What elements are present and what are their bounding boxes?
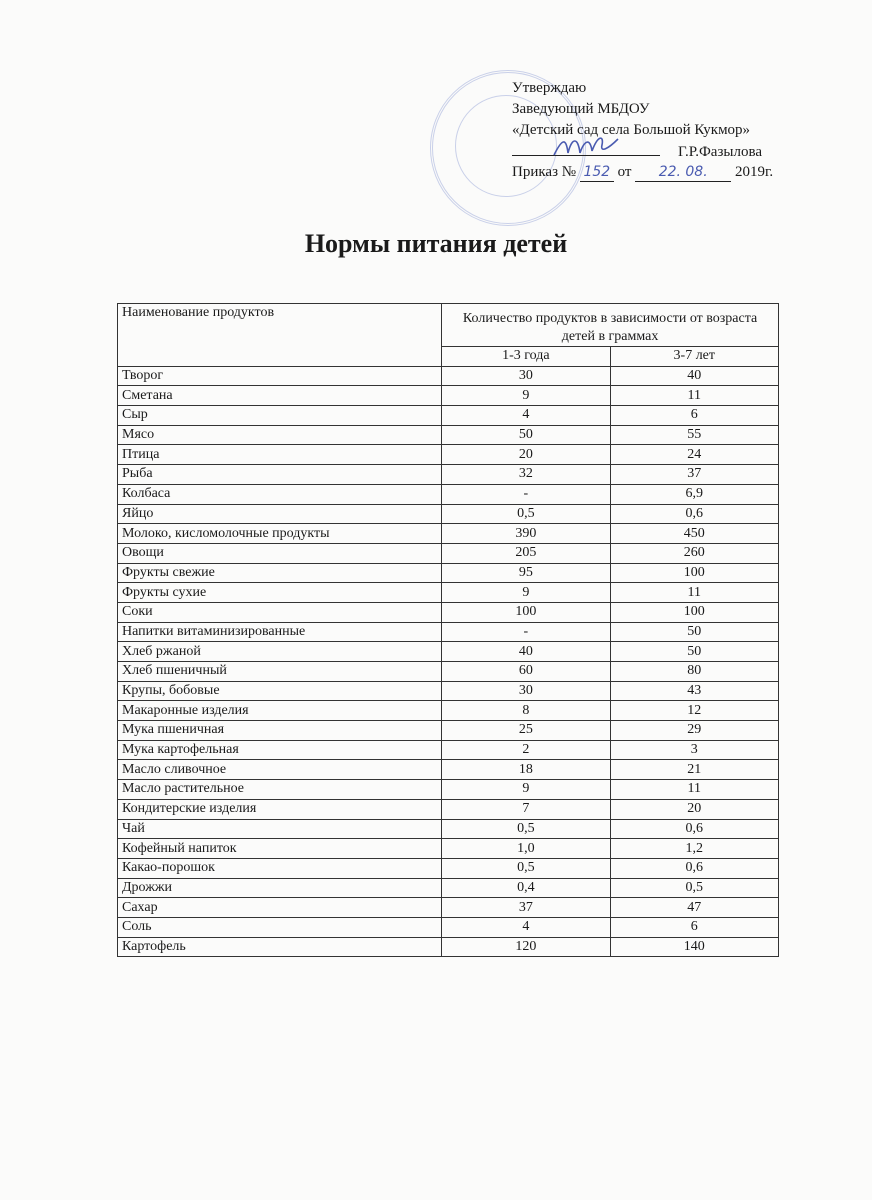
product-name: Масло сливочное: [118, 760, 442, 780]
table-row: [118, 858, 779, 878]
value-1-3: 390: [442, 524, 610, 544]
table-row: [118, 504, 779, 524]
value-1-3: -: [442, 484, 610, 504]
value-3-7: 29: [610, 721, 778, 741]
approval-heading: Утверждаю: [512, 80, 587, 96]
header-age-3-7: 3-7 лет: [610, 347, 778, 367]
value-1-3: 2: [442, 740, 610, 760]
product-name: Сахар: [118, 898, 442, 918]
value-1-3: 0,5: [442, 504, 610, 524]
nutrition-table: [117, 303, 779, 957]
product-name: Рыба: [118, 465, 442, 485]
value-1-3: 18: [442, 760, 610, 780]
value-3-7: 11: [610, 780, 778, 800]
value-1-3: 0,4: [442, 878, 610, 898]
table-row: [118, 819, 779, 839]
value-3-7: 24: [610, 445, 778, 465]
table-row: [118, 406, 779, 426]
table-row: [118, 524, 779, 544]
table-row: [118, 878, 779, 898]
value-1-3: 0,5: [442, 819, 610, 839]
product-name: Фрукты сухие: [118, 583, 442, 603]
order-year: 2019г.: [734, 164, 774, 180]
order-number: 152: [580, 163, 614, 182]
value-3-7: 260: [610, 543, 778, 563]
value-3-7: 100: [610, 563, 778, 583]
value-3-7: 80: [610, 662, 778, 682]
value-3-7: 3: [610, 740, 778, 760]
table-row: [118, 740, 779, 760]
value-3-7: 11: [610, 583, 778, 603]
order-date: 22. 08.: [635, 163, 731, 182]
value-3-7: 11: [610, 386, 778, 406]
table-row: [118, 681, 779, 701]
product-name: Сметана: [118, 386, 442, 406]
product-name: Напитки витаминизированные: [118, 622, 442, 642]
value-1-3: 205: [442, 543, 610, 563]
value-3-7: 100: [610, 602, 778, 622]
value-1-3: 9: [442, 780, 610, 800]
value-3-7: 40: [610, 366, 778, 386]
product-name: Крупы, бобовые: [118, 681, 442, 701]
table-row: [118, 721, 779, 741]
organization-name: «Детский сад села Большой Кукмор»: [512, 122, 751, 138]
value-1-3: 30: [442, 366, 610, 386]
value-1-3: 0,5: [442, 858, 610, 878]
table-row: [118, 898, 779, 918]
table-row: [118, 799, 779, 819]
table-row: [118, 622, 779, 642]
product-name: Молоко, кисломолочные продукты: [118, 524, 442, 544]
product-name: Дрожжи: [118, 878, 442, 898]
product-name: Хлеб пшеничный: [118, 662, 442, 682]
product-name: Птица: [118, 445, 442, 465]
value-3-7: 50: [610, 622, 778, 642]
value-1-3: 25: [442, 721, 610, 741]
handwritten-signature: [552, 135, 622, 157]
value-1-3: 9: [442, 583, 610, 603]
value-1-3: 100: [442, 602, 610, 622]
value-1-3: 30: [442, 681, 610, 701]
product-name: Соки: [118, 602, 442, 622]
table-row: [118, 602, 779, 622]
value-1-3: 4: [442, 406, 610, 426]
table-row: [118, 917, 779, 937]
table-row: [118, 386, 779, 406]
value-1-3: 32: [442, 465, 610, 485]
product-name: Кондитерские изделия: [118, 799, 442, 819]
table-row: [118, 366, 779, 386]
product-name: Фрукты свежие: [118, 563, 442, 583]
value-1-3: 50: [442, 425, 610, 445]
value-3-7: 6,9: [610, 484, 778, 504]
value-1-3: 120: [442, 937, 610, 957]
table-row: [118, 701, 779, 721]
header-product-name: Наименование продуктов: [118, 304, 442, 367]
table-row: [118, 839, 779, 859]
value-3-7: 12: [610, 701, 778, 721]
table-row: [118, 780, 779, 800]
table-row: [118, 563, 779, 583]
value-3-7: 50: [610, 642, 778, 662]
product-name: Масло растительное: [118, 780, 442, 800]
product-name: Хлеб ржаной: [118, 642, 442, 662]
product-name: Мука картофельная: [118, 740, 442, 760]
value-3-7: 0,6: [610, 858, 778, 878]
table-row: [118, 484, 779, 504]
table-row: [118, 662, 779, 682]
value-3-7: 37: [610, 465, 778, 485]
product-name: Мясо: [118, 425, 442, 445]
product-name: Мука пшеничная: [118, 721, 442, 741]
value-1-3: 1,0: [442, 839, 610, 859]
table-row: [118, 642, 779, 662]
value-3-7: 21: [610, 760, 778, 780]
header-age-1-3: 1-3 года: [442, 347, 610, 367]
value-3-7: 20: [610, 799, 778, 819]
value-1-3: 40: [442, 642, 610, 662]
product-name: Сыр: [118, 406, 442, 426]
table-row: [118, 760, 779, 780]
product-name: Творог: [118, 366, 442, 386]
approver-position: Заведующий МБДОУ: [512, 101, 650, 117]
signature-line: [512, 141, 660, 156]
value-1-3: 37: [442, 898, 610, 918]
value-3-7: 55: [610, 425, 778, 445]
value-1-3: 20: [442, 445, 610, 465]
value-3-7: 43: [610, 681, 778, 701]
value-3-7: 6: [610, 406, 778, 426]
product-name: Картофель: [118, 937, 442, 957]
table-row: [118, 445, 779, 465]
value-3-7: 0,5: [610, 878, 778, 898]
value-3-7: 450: [610, 524, 778, 544]
table-row: [118, 425, 779, 445]
product-name: Какао-порошок: [118, 858, 442, 878]
table-row: [118, 937, 779, 957]
value-1-3: 9: [442, 386, 610, 406]
product-name: Колбаса: [118, 484, 442, 504]
value-1-3: 7: [442, 799, 610, 819]
value-1-3: -: [442, 622, 610, 642]
approval-block: [512, 78, 773, 183]
header-quantity: Количество продуктов в зависимости от возраста детей в граммах: [442, 304, 779, 347]
value-3-7: 0,6: [610, 819, 778, 839]
value-3-7: 1,2: [610, 839, 778, 859]
product-name: Овощи: [118, 543, 442, 563]
value-1-3: 95: [442, 563, 610, 583]
value-3-7: 0,6: [610, 504, 778, 524]
product-name: Макаронные изделия: [118, 701, 442, 721]
product-name: Яйцо: [118, 504, 442, 524]
value-1-3: 4: [442, 917, 610, 937]
order-line: Приказ № 152 от 22. 08. 2019г.: [512, 164, 774, 180]
value-3-7: 47: [610, 898, 778, 918]
page-title: Нормы питания детей: [304, 229, 568, 258]
table-row: [118, 543, 779, 563]
value-3-7: 6: [610, 917, 778, 937]
value-3-7: 140: [610, 937, 778, 957]
table-row: [118, 583, 779, 603]
value-1-3: 60: [442, 662, 610, 682]
table-row: [118, 465, 779, 485]
product-name: Чай: [118, 819, 442, 839]
product-name: Соль: [118, 917, 442, 937]
product-name: Кофейный напиток: [118, 839, 442, 859]
value-1-3: 8: [442, 701, 610, 721]
signer-name: Г.Р.Фазылова: [678, 144, 762, 160]
